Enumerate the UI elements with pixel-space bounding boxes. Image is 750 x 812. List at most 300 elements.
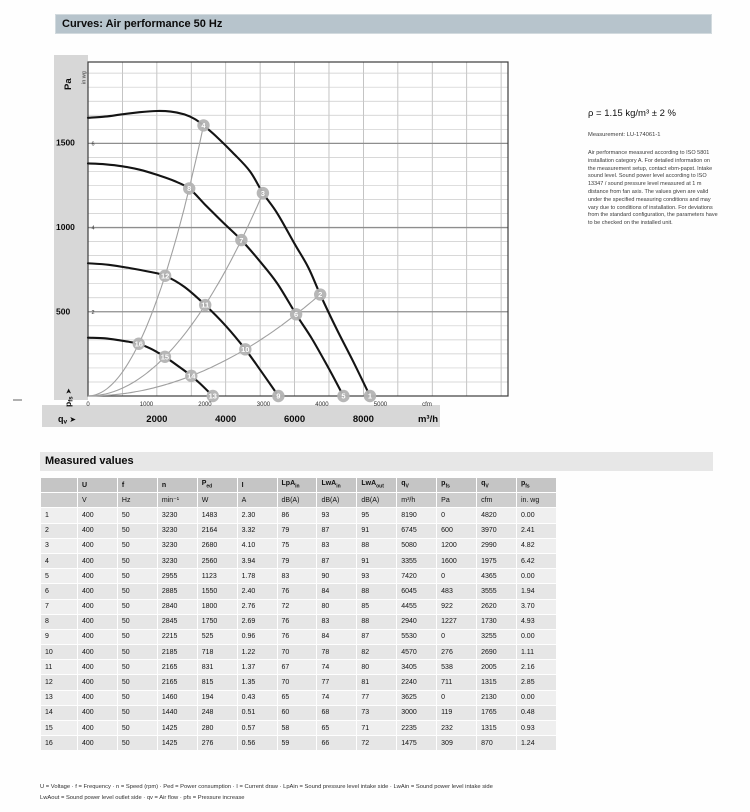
table-row: [41, 615, 556, 629]
table-cell: 276: [198, 736, 237, 750]
chart-side-note: [588, 108, 718, 228]
table-cell: 8: [41, 615, 77, 629]
svg-text:3: 3: [260, 188, 265, 198]
table-row: [41, 600, 556, 614]
y-axis-unit-inwg: in wg: [81, 71, 88, 84]
table-cell: 93: [357, 569, 396, 583]
table-row: [41, 660, 556, 674]
table-cell: 81: [357, 675, 396, 689]
cfm-unit-label: cfm: [422, 402, 432, 408]
table-cell: 870: [477, 736, 516, 750]
table-cell: 72: [357, 736, 396, 750]
abbreviations-legend: [40, 782, 730, 803]
table-cell: 400: [78, 584, 117, 598]
operating-point-marker-8: [183, 182, 195, 194]
table-cell: 3230: [158, 539, 197, 553]
table-cell: 6045: [397, 584, 436, 598]
table-cell: 119: [437, 706, 476, 720]
table-cell: 1.94: [517, 584, 556, 598]
table-cell: 276: [437, 645, 476, 659]
table-cell: 5080: [397, 539, 436, 553]
table-cell: 3230: [158, 554, 197, 568]
table-cell: 2130: [477, 691, 516, 705]
table-cell: 85: [357, 600, 396, 614]
table-row: [41, 645, 556, 659]
operating-point-marker-12: [159, 270, 171, 282]
table-cell: 2164: [198, 524, 237, 538]
cfm-tick-5000: 5000: [373, 402, 388, 408]
table-cell: 60: [278, 706, 317, 720]
x-axis-band: [42, 405, 440, 427]
table-cell: 2240: [397, 675, 436, 689]
table-cell: 3: [41, 539, 77, 553]
column-header: $p_{fs}$: [517, 478, 556, 492]
table-cell: 5: [41, 569, 77, 583]
column-header: LwA$_{in}$: [317, 478, 356, 492]
table-cell: 1425: [158, 721, 197, 735]
column-unit: in. wg: [517, 493, 556, 507]
table-cell: 483: [437, 584, 476, 598]
table-cell: 4365: [477, 569, 516, 583]
table-cell: 90: [317, 569, 356, 583]
table-cell: 3.94: [238, 554, 277, 568]
table-cell: 4.93: [517, 615, 556, 629]
air-density-note: ρ = 1.15 kg/m³ ± 2 %: [588, 108, 676, 119]
m3h-tick-8000: 8000: [352, 414, 374, 425]
table-cell: 400: [78, 660, 117, 674]
inwg-tick-6: 6: [91, 141, 95, 148]
table-cell: 0.96: [238, 630, 277, 644]
table-cell: 0.43: [238, 691, 277, 705]
column-unit: dB(A): [278, 493, 317, 507]
table-cell: 3405: [397, 660, 436, 674]
table-cell: 1750: [198, 615, 237, 629]
table-cell: 2.30: [238, 508, 277, 522]
table-cell: 3000: [397, 706, 436, 720]
table-cell: 400: [78, 554, 117, 568]
table-cell: 3970: [477, 524, 516, 538]
table-cell: 6745: [397, 524, 436, 538]
table-cell: 400: [78, 615, 117, 629]
table-cell: 65: [278, 691, 317, 705]
table-cell: 711: [437, 675, 476, 689]
table-cell: 12: [41, 675, 77, 689]
table-cell: 815: [198, 675, 237, 689]
table-cell: 2955: [158, 569, 197, 583]
table-cell: 3.70: [517, 600, 556, 614]
table-cell: 50: [118, 736, 157, 750]
table-cell: 3255: [477, 630, 516, 644]
table-cell: 400: [78, 539, 117, 553]
table-cell: 13: [41, 691, 77, 705]
table-cell: 400: [78, 721, 117, 735]
table-cell: 0.48: [517, 706, 556, 720]
table-cell: 0: [437, 508, 476, 522]
table-cell: 80: [357, 660, 396, 674]
table-cell: 50: [118, 569, 157, 583]
table-cell: 2005: [477, 660, 516, 674]
table-cell: 1.78: [238, 569, 277, 583]
m3h-tick-4000: 4000: [215, 414, 237, 425]
operating-point-marker-11: [199, 299, 211, 311]
table-cell: 2.40: [238, 584, 277, 598]
table-cell: 80: [317, 600, 356, 614]
svg-text:6: 6: [294, 310, 299, 320]
table-cell: 1475: [397, 736, 436, 750]
table-cell: 2185: [158, 645, 197, 659]
svg-text:5: 5: [341, 391, 346, 401]
table-cell: 74: [317, 660, 356, 674]
table-cell: 0.00: [517, 569, 556, 583]
table-cell: 0.00: [517, 630, 556, 644]
pa-tick-1500: 1500: [56, 137, 75, 148]
cfm-tick-2000: 2000: [198, 402, 212, 408]
column-header: n: [158, 478, 197, 492]
table-cell: 83: [317, 615, 356, 629]
table-row: [41, 569, 556, 583]
column-header: [41, 478, 77, 492]
table-cell: 88: [357, 584, 396, 598]
table-cell: 400: [78, 691, 117, 705]
table-cell: 194: [198, 691, 237, 705]
table-cell: 50: [118, 615, 157, 629]
table-cell: 1200: [437, 539, 476, 553]
table-cell: 1123: [198, 569, 237, 583]
operating-point-marker-13: [207, 390, 219, 402]
table-cell: 718: [198, 645, 237, 659]
table-cell: 65: [317, 721, 356, 735]
svg-text:1: 1: [367, 391, 373, 401]
table-cell: 86: [278, 508, 317, 522]
column-header: LpA$_{in}$: [278, 478, 317, 492]
table-cell: 400: [78, 645, 117, 659]
table-cell: 73: [357, 706, 396, 720]
table-cell: 2990: [477, 539, 516, 553]
svg-text:9: 9: [276, 391, 281, 401]
table-cell: 93: [317, 508, 356, 522]
svg-text:8: 8: [187, 184, 192, 194]
table-cell: 71: [357, 721, 396, 735]
table-cell: 1765: [477, 706, 516, 720]
table-row: [41, 554, 556, 568]
table-cell: 4455: [397, 600, 436, 614]
table-cell: 72: [278, 600, 317, 614]
column-unit: dB(A): [317, 493, 356, 507]
table-row: [41, 706, 556, 720]
svg-text:10: 10: [241, 345, 250, 355]
table-row: [41, 584, 556, 598]
table-cell: 50: [118, 524, 157, 538]
table-cell: 14: [41, 706, 77, 720]
air-performance-chart: [40, 50, 540, 435]
table-cell: 2.85: [517, 675, 556, 689]
cfm-tick-0: 0: [86, 402, 90, 408]
table-cell: 95: [357, 508, 396, 522]
table-cell: 76: [278, 615, 317, 629]
table-cell: 50: [118, 706, 157, 720]
table-cell: 2940: [397, 615, 436, 629]
column-unit: Pa: [437, 493, 476, 507]
operating-point-marker-2: [314, 288, 326, 300]
table-cell: 4.82: [517, 539, 556, 553]
legend-line-1: U = Voltage · f = Frequency · n = Speed (rpm) · Ped = Power consumption · I = Current draw · LpAin = Sound pressure level intake side · LwAin = Sound power level intake side: [40, 784, 493, 790]
table-cell: 4: [41, 554, 77, 568]
operating-point-marker-15: [159, 351, 171, 363]
flow-axis-symbol: qv ➤: [58, 414, 77, 426]
y-axis-unit-pa: Pa: [63, 78, 74, 90]
operating-point-marker-9: [272, 390, 284, 402]
table-cell: 2: [41, 524, 77, 538]
table-cell: 0.56: [238, 736, 277, 750]
table-cell: 0: [437, 691, 476, 705]
table-cell: 1.35: [238, 675, 277, 689]
table-cell: 2680: [198, 539, 237, 553]
table-cell: 50: [118, 660, 157, 674]
table-cell: 76: [278, 630, 317, 644]
table-cell: 2165: [158, 660, 197, 674]
table-cell: 400: [78, 675, 117, 689]
table-cell: 1: [41, 508, 77, 522]
operating-point-marker-7: [235, 234, 247, 246]
table-cell: 75: [278, 539, 317, 553]
column-unit: min⁻¹: [158, 493, 197, 507]
table-cell: 400: [78, 630, 117, 644]
column-unit: A: [238, 493, 277, 507]
table-cell: 50: [118, 554, 157, 568]
table-cell: 88: [357, 615, 396, 629]
pa-tick-500: 500: [56, 306, 71, 317]
table-cell: 1227: [437, 615, 476, 629]
inwg-tick-4: 4: [91, 225, 95, 232]
table-cell: 70: [278, 675, 317, 689]
table-cell: 1315: [477, 675, 516, 689]
table-cell: 3355: [397, 554, 436, 568]
table-cell: 1800: [198, 600, 237, 614]
cfm-tick-4000: 4000: [315, 402, 329, 408]
svg-text:12: 12: [160, 271, 170, 281]
table-cell: 10: [41, 645, 77, 659]
table-cell: 2.76: [238, 600, 277, 614]
table-cell: 82: [357, 645, 396, 659]
pa-tick-1000: 1000: [56, 221, 75, 232]
table-cell: 0.00: [517, 691, 556, 705]
table-cell: 59: [278, 736, 317, 750]
table-cell: 1.37: [238, 660, 277, 674]
table-row: [41, 539, 556, 553]
table-cell: 5530: [397, 630, 436, 644]
pressure-axis-symbol: pfs ➤: [63, 388, 75, 407]
table-cell: 77: [357, 691, 396, 705]
table-cell: 50: [118, 675, 157, 689]
table-row: [41, 736, 556, 750]
table-cell: 1600: [437, 554, 476, 568]
table-cell: 0.51: [238, 706, 277, 720]
column-header: LwA$_{out}$: [357, 478, 396, 492]
table-cell: 2235: [397, 721, 436, 735]
table-cell: 0: [437, 569, 476, 583]
table-cell: 2.69: [238, 615, 277, 629]
table-cell: 84: [317, 630, 356, 644]
table-cell: 1550: [198, 584, 237, 598]
table-row: [41, 630, 556, 644]
table-cell: 2690: [477, 645, 516, 659]
svg-text:13: 13: [208, 391, 217, 401]
table-cell: 79: [278, 524, 317, 538]
inwg-tick-2: 2: [91, 309, 95, 316]
column-unit: Hz: [118, 493, 157, 507]
operating-point-marker-6: [290, 308, 302, 320]
table-cell: 16: [41, 736, 77, 750]
m3h-tick-2000: 2000: [146, 414, 168, 425]
table-cell: 87: [317, 554, 356, 568]
table-cell: 400: [78, 508, 117, 522]
table-cell: 538: [437, 660, 476, 674]
measurement-conditions-text: Air performance measured according to ISO 5801 installation category A. For detailed information on the measurement setup, contact ebm-papst. Intake sound level. Sound power level according to ISO 13347 / sound pressure level measured at 1 m distance from fan axis. The values given are valid under the specified measuring conditions and may vary due to conditions of installation. For deviations from the standard configuration, the parameters have to be checked on the installed unit.: [588, 150, 718, 227]
table-cell: 15: [41, 721, 77, 735]
table-cell: 50: [118, 691, 157, 705]
table-cell: 7: [41, 600, 77, 614]
table-cell: 50: [118, 539, 157, 553]
table-cell: 50: [118, 630, 157, 644]
column-unit: dB(A): [357, 493, 396, 507]
svg-text:15: 15: [160, 352, 170, 362]
table-cell: 9: [41, 630, 77, 644]
table-cell: 50: [118, 584, 157, 598]
table-cell: 525: [198, 630, 237, 644]
table-cell: 400: [78, 706, 117, 720]
table-cell: 78: [317, 645, 356, 659]
measurement-reference: Measurement: LU-174061-1: [588, 132, 661, 138]
table-cell: 50: [118, 645, 157, 659]
m3h-unit-label: m³/h: [417, 414, 439, 425]
column-header: $q_V$: [397, 478, 436, 492]
table-cell: 2560: [198, 554, 237, 568]
svg-text:16: 16: [134, 339, 143, 349]
table-cell: 79: [278, 554, 317, 568]
table-cell: 50: [118, 721, 157, 735]
column-header: $P_{ed}$: [198, 478, 237, 492]
svg-text:4: 4: [201, 121, 206, 131]
table-row: [41, 721, 556, 735]
table-cell: 1.24: [517, 736, 556, 750]
table-cell: 400: [78, 524, 117, 538]
table-cell: 1460: [158, 691, 197, 705]
column-unit: cfm: [477, 493, 516, 507]
table-cell: 0.93: [517, 721, 556, 735]
measured-values-title: Measured values: [45, 455, 134, 467]
column-header: U: [78, 478, 117, 492]
table-row: [41, 691, 556, 705]
svg-text:14: 14: [187, 371, 196, 381]
table-cell: 2845: [158, 615, 197, 629]
m3h-tick-6000: 6000: [283, 414, 306, 425]
table-cell: 1975: [477, 554, 516, 568]
svg-text:7: 7: [239, 235, 244, 245]
table-cell: 6.42: [517, 554, 556, 568]
table-cell: 922: [437, 600, 476, 614]
operating-point-marker-16: [133, 338, 145, 350]
table-cell: 2620: [477, 600, 516, 614]
table-row: [41, 675, 556, 689]
table-cell: 3625: [397, 691, 436, 705]
table-cell: 91: [357, 554, 396, 568]
table-cell: 1.11: [517, 645, 556, 659]
table-cell: 600: [437, 524, 476, 538]
table-cell: 58: [278, 721, 317, 735]
table-cell: 67: [278, 660, 317, 674]
table-cell: 4820: [477, 508, 516, 522]
svg-text:2: 2: [318, 290, 323, 300]
column-unit: [41, 493, 77, 507]
table-cell: 2215: [158, 630, 197, 644]
table-cell: 74: [317, 691, 356, 705]
curves-section-title: Curves: Air performance 50 Hz: [62, 18, 223, 30]
column-header: f: [118, 478, 157, 492]
table-cell: 2840: [158, 600, 197, 614]
table-cell: 400: [78, 600, 117, 614]
table-cell: 1483: [198, 508, 237, 522]
column-unit: V: [78, 493, 117, 507]
svg-text:11: 11: [201, 300, 210, 310]
table-cell: 68: [317, 706, 356, 720]
table-cell: 83: [278, 569, 317, 583]
operating-point-marker-10: [239, 343, 251, 355]
table-cell: 248: [198, 706, 237, 720]
table-cell: 2.16: [517, 660, 556, 674]
table-cell: 50: [118, 600, 157, 614]
measured-values-table: [40, 477, 557, 751]
table-cell: 84: [317, 584, 356, 598]
table-cell: 87: [357, 630, 396, 644]
column-unit: W: [198, 493, 237, 507]
table-cell: 2885: [158, 584, 197, 598]
operating-point-marker-14: [185, 370, 197, 382]
curves-section-header: [55, 14, 712, 34]
table-cell: 400: [78, 569, 117, 583]
table-cell: 3.32: [238, 524, 277, 538]
table-row: [41, 508, 556, 522]
table-cell: 3555: [477, 584, 516, 598]
table-cell: 77: [317, 675, 356, 689]
operating-point-marker-1: [364, 390, 376, 402]
table-cell: 66: [317, 736, 356, 750]
operating-point-marker-5: [337, 390, 349, 402]
table-cell: 8190: [397, 508, 436, 522]
table-cell: 0.00: [517, 508, 556, 522]
table-cell: 11: [41, 660, 77, 674]
table-cell: 1.22: [238, 645, 277, 659]
measured-values-section-header: [40, 452, 713, 471]
table-cell: 1315: [477, 721, 516, 735]
table-cell: 3230: [158, 508, 197, 522]
table-cell: 2.41: [517, 524, 556, 538]
table-cell: 0: [437, 630, 476, 644]
column-unit: m³/h: [397, 493, 436, 507]
table-cell: 4.10: [238, 539, 277, 553]
table-cell: 1425: [158, 736, 197, 750]
table-cell: 91: [357, 524, 396, 538]
table-cell: 50: [118, 508, 157, 522]
table-row: [41, 524, 556, 538]
table-cell: 3230: [158, 524, 197, 538]
column-header: $q_V$: [477, 478, 516, 492]
table-cell: 1730: [477, 615, 516, 629]
page-margin-dash: [13, 399, 22, 401]
table-cell: 0.57: [238, 721, 277, 735]
table-cell: 88: [357, 539, 396, 553]
cfm-tick-3000: 3000: [256, 402, 271, 408]
table-cell: 1440: [158, 706, 197, 720]
